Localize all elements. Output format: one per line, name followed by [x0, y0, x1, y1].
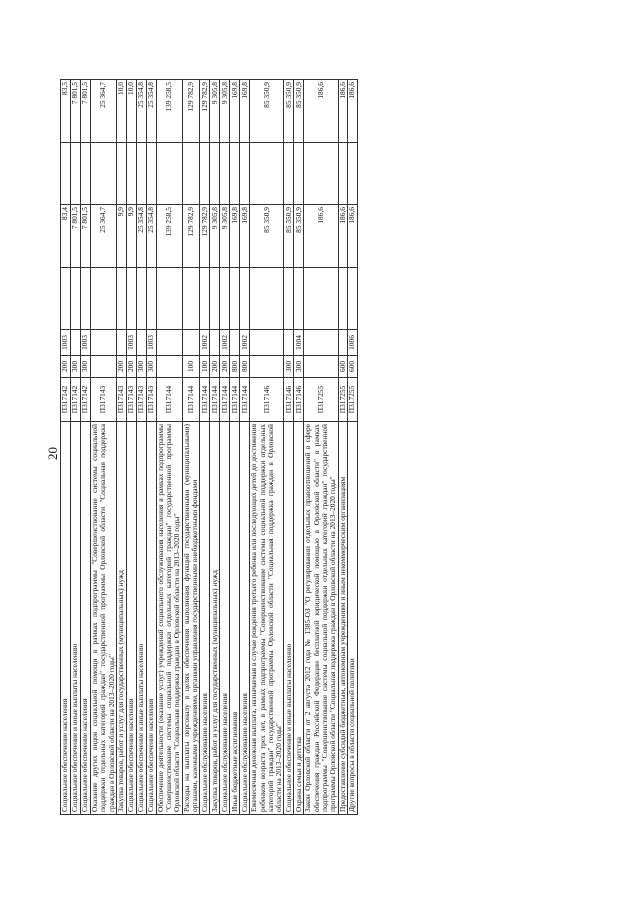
row-name: Социальное обслуживание населения [220, 422, 230, 815]
row-empty-col [91, 268, 117, 330]
row-expense-type: 300 [136, 356, 146, 378]
row-value-1: 169,8 [230, 205, 240, 268]
row-value-1: 7 801,5 [81, 205, 91, 268]
row-section [91, 330, 117, 356]
row-empty-col [240, 268, 250, 330]
row-code: П317146 [294, 378, 304, 422]
row-value-1: 25 364,7 [91, 205, 117, 268]
row-empty-col [304, 268, 338, 330]
row-code: П317144 [230, 378, 240, 422]
row-name: Социальное обеспечение населения [126, 422, 136, 815]
row-value-2: 7 801,5 [71, 80, 81, 143]
row-name: Охрана семьи и детства [294, 422, 304, 815]
table-row [146, 80, 156, 815]
row-expense-type: 200 [210, 356, 220, 378]
table-row [71, 80, 81, 815]
row-value-1: 85 350,9 [284, 205, 294, 268]
row-value-1: 9 305,8 [210, 205, 220, 268]
row-value-2: 7 801,5 [81, 80, 91, 143]
row-code: П317143 [116, 378, 126, 422]
row-value-2: 10,0 [116, 80, 126, 143]
row-empty-col [200, 143, 210, 205]
row-section: 1003 [81, 330, 91, 356]
row-name: Закупка товаров, работ и услуг для государственных (муниципальных) нужд [210, 422, 220, 815]
row-value-1: 186,6 [304, 205, 338, 268]
row-code: П317143 [136, 378, 146, 422]
row-section [284, 330, 294, 356]
row-value-2: 85 350,9 [294, 80, 304, 143]
row-code: П317142 [81, 378, 91, 422]
row-expense-type: 100 [200, 356, 210, 378]
row-value-1: 186,6 [338, 205, 347, 268]
row-value-1: 9,9 [116, 205, 126, 268]
row-code: П317146 [250, 378, 284, 422]
row-expense-type: 300 [284, 356, 294, 378]
row-empty-col [347, 268, 357, 330]
row-code: П317143 [126, 378, 136, 422]
row-section [338, 330, 347, 356]
row-value-2: 139 258,5 [156, 80, 182, 143]
row-section [156, 330, 182, 356]
row-expense-type [91, 356, 117, 378]
row-value-1: 85 350,9 [294, 205, 304, 268]
row-value-2: 186,6 [347, 80, 357, 143]
table-row [240, 80, 250, 815]
row-name: Оказание других видов социальной помощи в рамках подпрограммы "Совершенствование системы социальной поддержки отдельных категорий граждан" государственной программы Орловской области "Социальная поддержка граждан в Орловской области на 2013–2020 годы" [91, 422, 117, 815]
row-empty-col [81, 143, 91, 205]
row-empty-col [304, 143, 338, 205]
row-expense-type: 300 [146, 356, 156, 378]
row-value-2: 9 305,8 [210, 80, 220, 143]
row-section [182, 330, 200, 356]
row-section: 1002 [200, 330, 210, 356]
row-name: Закон Орловской области от 2 августа 2012 года № 1385-ОЗ "О регулировании отдельных правоотношений в сфере обеспечения граждан Российской Федерации бесплатной юридической помощью в Орловской области" в рамках подпрограммы "Совершенствование системы социальной поддержки отдельных категорий граждан" государственной программы Орловской области "Социальная поддержка граждан в Орловской области на 2013–2020 годы" [304, 422, 338, 815]
row-empty-col [61, 143, 71, 205]
row-empty-col [230, 268, 240, 330]
table-row [230, 80, 240, 815]
table-row [136, 80, 146, 815]
budget-table [60, 79, 358, 815]
row-empty-col [126, 268, 136, 330]
row-value-2: 25 364,7 [91, 80, 117, 143]
row-section: 1003 [126, 330, 136, 356]
row-empty-col [284, 143, 294, 205]
row-expense-type: 200 [116, 356, 126, 378]
table-row [156, 80, 182, 815]
table-row [210, 80, 220, 815]
row-section [116, 330, 126, 356]
row-empty-col [210, 143, 220, 205]
row-section: 1003 [146, 330, 156, 356]
row-value-1: 85 350,9 [250, 205, 284, 268]
row-empty-col [230, 143, 240, 205]
row-expense-type [250, 356, 284, 378]
row-value-2: 169,8 [230, 80, 240, 143]
row-section [71, 330, 81, 356]
row-empty-col [71, 143, 81, 205]
row-section: 1002 [240, 330, 250, 356]
row-expense-type: 100 [182, 356, 200, 378]
row-value-2: 10,0 [126, 80, 136, 143]
row-code: П317144 [182, 378, 200, 422]
row-section: 1006 [347, 330, 357, 356]
row-value-1: 7 801,5 [71, 205, 81, 268]
row-empty-col [136, 143, 146, 205]
row-section [210, 330, 220, 356]
row-value-2: 85 350,9 [284, 80, 294, 143]
table-row [347, 80, 357, 815]
row-name: Социальное обеспечение и иные выплаты населению [71, 422, 81, 815]
row-section [136, 330, 146, 356]
row-empty-col [338, 143, 347, 205]
row-value-1: 9 305,8 [220, 205, 230, 268]
row-empty-col [220, 143, 230, 205]
row-value-1: 83,4 [61, 205, 71, 268]
row-value-2: 129 782,9 [200, 80, 210, 143]
row-value-2: 9 305,8 [220, 80, 230, 143]
row-empty-col [347, 143, 357, 205]
row-code: П317144 [156, 378, 182, 422]
row-empty-col [182, 268, 200, 330]
row-value-2: 85 350,9 [250, 80, 284, 143]
row-name: Ежемесячная денежная выплата, назначаемая в случае рождения третьего ребенка или последующих детей до достижения ребенком возраста трех лет, в рамках подпрограммы "Совершенствование системы социальной поддержки отдельных категорий граждан" государственной программы Орловской области "Социальная поддержка граждан в Орловской области на 2013–2020 годы" [250, 422, 284, 815]
row-name: Иные бюджетные ассигнования [230, 422, 240, 815]
row-name: Социальное обеспечение и иные выплаты населению [136, 422, 146, 815]
row-code: П317144 [210, 378, 220, 422]
row-code: П317144 [240, 378, 250, 422]
row-code: П317144 [200, 378, 210, 422]
row-expense-type: 600 [347, 356, 357, 378]
row-section [230, 330, 240, 356]
row-value-1: 186,6 [347, 205, 357, 268]
row-name: Расходы на выплаты персоналу в целях обеспечения выполнения функций государственными (муниципальными) органами, казенными учреждениями, органами управления государственными внебюджетными фондами [182, 422, 200, 815]
row-expense-type [304, 356, 338, 378]
row-empty-col [116, 143, 126, 205]
row-expense-type: 800 [240, 356, 250, 378]
row-expense-type: 300 [71, 356, 81, 378]
row-name: Обеспечение деятельности (оказание услуг) учреждений социального обслуживания населения в рамках подпрограммы "Совершенствование системы социальной поддержки отдельных категорий граждан" государственной программы Орловской области "Социальная поддержка граждан в Орловской области на 2013–2020 годы" [156, 422, 182, 815]
row-code: П317146 [284, 378, 294, 422]
table-row [284, 80, 294, 815]
row-name: Социальное обеспечение населения [146, 422, 156, 815]
row-value-2: 186,6 [304, 80, 338, 143]
row-code: П317143 [91, 378, 117, 422]
row-expense-type: 300 [294, 356, 304, 378]
row-empty-col [250, 143, 284, 205]
row-value-2: 25 354,8 [136, 80, 146, 143]
page-number: 20 [45, 447, 60, 460]
row-expense-type: 200 [220, 356, 230, 378]
row-code: П317255 [338, 378, 347, 422]
table-row [220, 80, 230, 815]
row-section [304, 330, 338, 356]
row-empty-col [71, 268, 81, 330]
row-empty-col [116, 268, 126, 330]
row-value-2: 169,8 [240, 80, 250, 143]
row-value-2: 129 782,9 [182, 80, 200, 143]
row-value-1: 139 258,5 [156, 205, 182, 268]
row-empty-col [182, 143, 200, 205]
row-empty-col [156, 143, 182, 205]
row-code: П317143 [146, 378, 156, 422]
table-row [182, 80, 200, 815]
row-value-1: 25 354,8 [136, 205, 146, 268]
table-row [91, 80, 117, 815]
table-row [126, 80, 136, 815]
row-value-2: 83,5 [61, 80, 71, 143]
table-row [294, 80, 304, 815]
row-value-1: 9,9 [126, 205, 136, 268]
row-empty-col [91, 143, 117, 205]
row-empty-col [338, 268, 347, 330]
row-name: Социальное обслуживание населения [240, 422, 250, 815]
row-name: Социальное обеспечение и иные выплаты населению [284, 422, 294, 815]
row-code: П317142 [61, 378, 71, 422]
row-value-1: 169,8 [240, 205, 250, 268]
row-section: 1004 [294, 330, 304, 356]
row-empty-col [220, 268, 230, 330]
row-value-1: 25 354,8 [146, 205, 156, 268]
row-empty-col [136, 268, 146, 330]
row-empty-col [210, 268, 220, 330]
row-section [250, 330, 284, 356]
table-row [200, 80, 210, 815]
row-empty-col [284, 268, 294, 330]
row-empty-col [126, 143, 136, 205]
row-empty-col [146, 268, 156, 330]
table-row [304, 80, 338, 815]
row-empty-col [200, 268, 210, 330]
row-code: П317144 [220, 378, 230, 422]
row-empty-col [146, 143, 156, 205]
row-name: Социальное обслуживание населения [200, 422, 210, 815]
row-empty-col [240, 143, 250, 205]
table-row [81, 80, 91, 815]
row-section: 1003 [61, 330, 71, 356]
table-row [250, 80, 284, 815]
row-code: П317255 [347, 378, 357, 422]
row-expense-type: 200 [126, 356, 136, 378]
row-code: П317142 [71, 378, 81, 422]
row-expense-type [156, 356, 182, 378]
row-value-2: 25 354,8 [146, 80, 156, 143]
row-name: Закупка товаров, работ и услуг для государственных (муниципальных) нужд [116, 422, 126, 815]
row-code: П317255 [304, 378, 338, 422]
row-empty-col [250, 268, 284, 330]
row-name: Предоставление субсидий бюджетным, автономным учреждениям и иным некоммерческим организациям [338, 422, 347, 815]
row-expense-type: 600 [338, 356, 347, 378]
row-name: Другие вопросы в области социальной политики [347, 422, 357, 815]
row-expense-type: 200 [61, 356, 71, 378]
row-empty-col [294, 268, 304, 330]
table-row [61, 80, 71, 815]
table-row [116, 80, 126, 815]
row-empty-col [156, 268, 182, 330]
row-empty-col [294, 143, 304, 205]
row-name: Социальное обеспечение населения [61, 422, 71, 815]
row-section: 1002 [220, 330, 230, 356]
row-empty-col [61, 268, 71, 330]
row-value-1: 129 782,9 [200, 205, 210, 268]
table-row [338, 80, 347, 815]
row-expense-type: 800 [230, 356, 240, 378]
row-name: Социальное обеспечение населения [81, 422, 91, 815]
row-expense-type: 300 [81, 356, 91, 378]
row-empty-col [81, 268, 91, 330]
row-value-2: 186,6 [338, 80, 347, 143]
row-value-1: 129 782,9 [182, 205, 200, 268]
